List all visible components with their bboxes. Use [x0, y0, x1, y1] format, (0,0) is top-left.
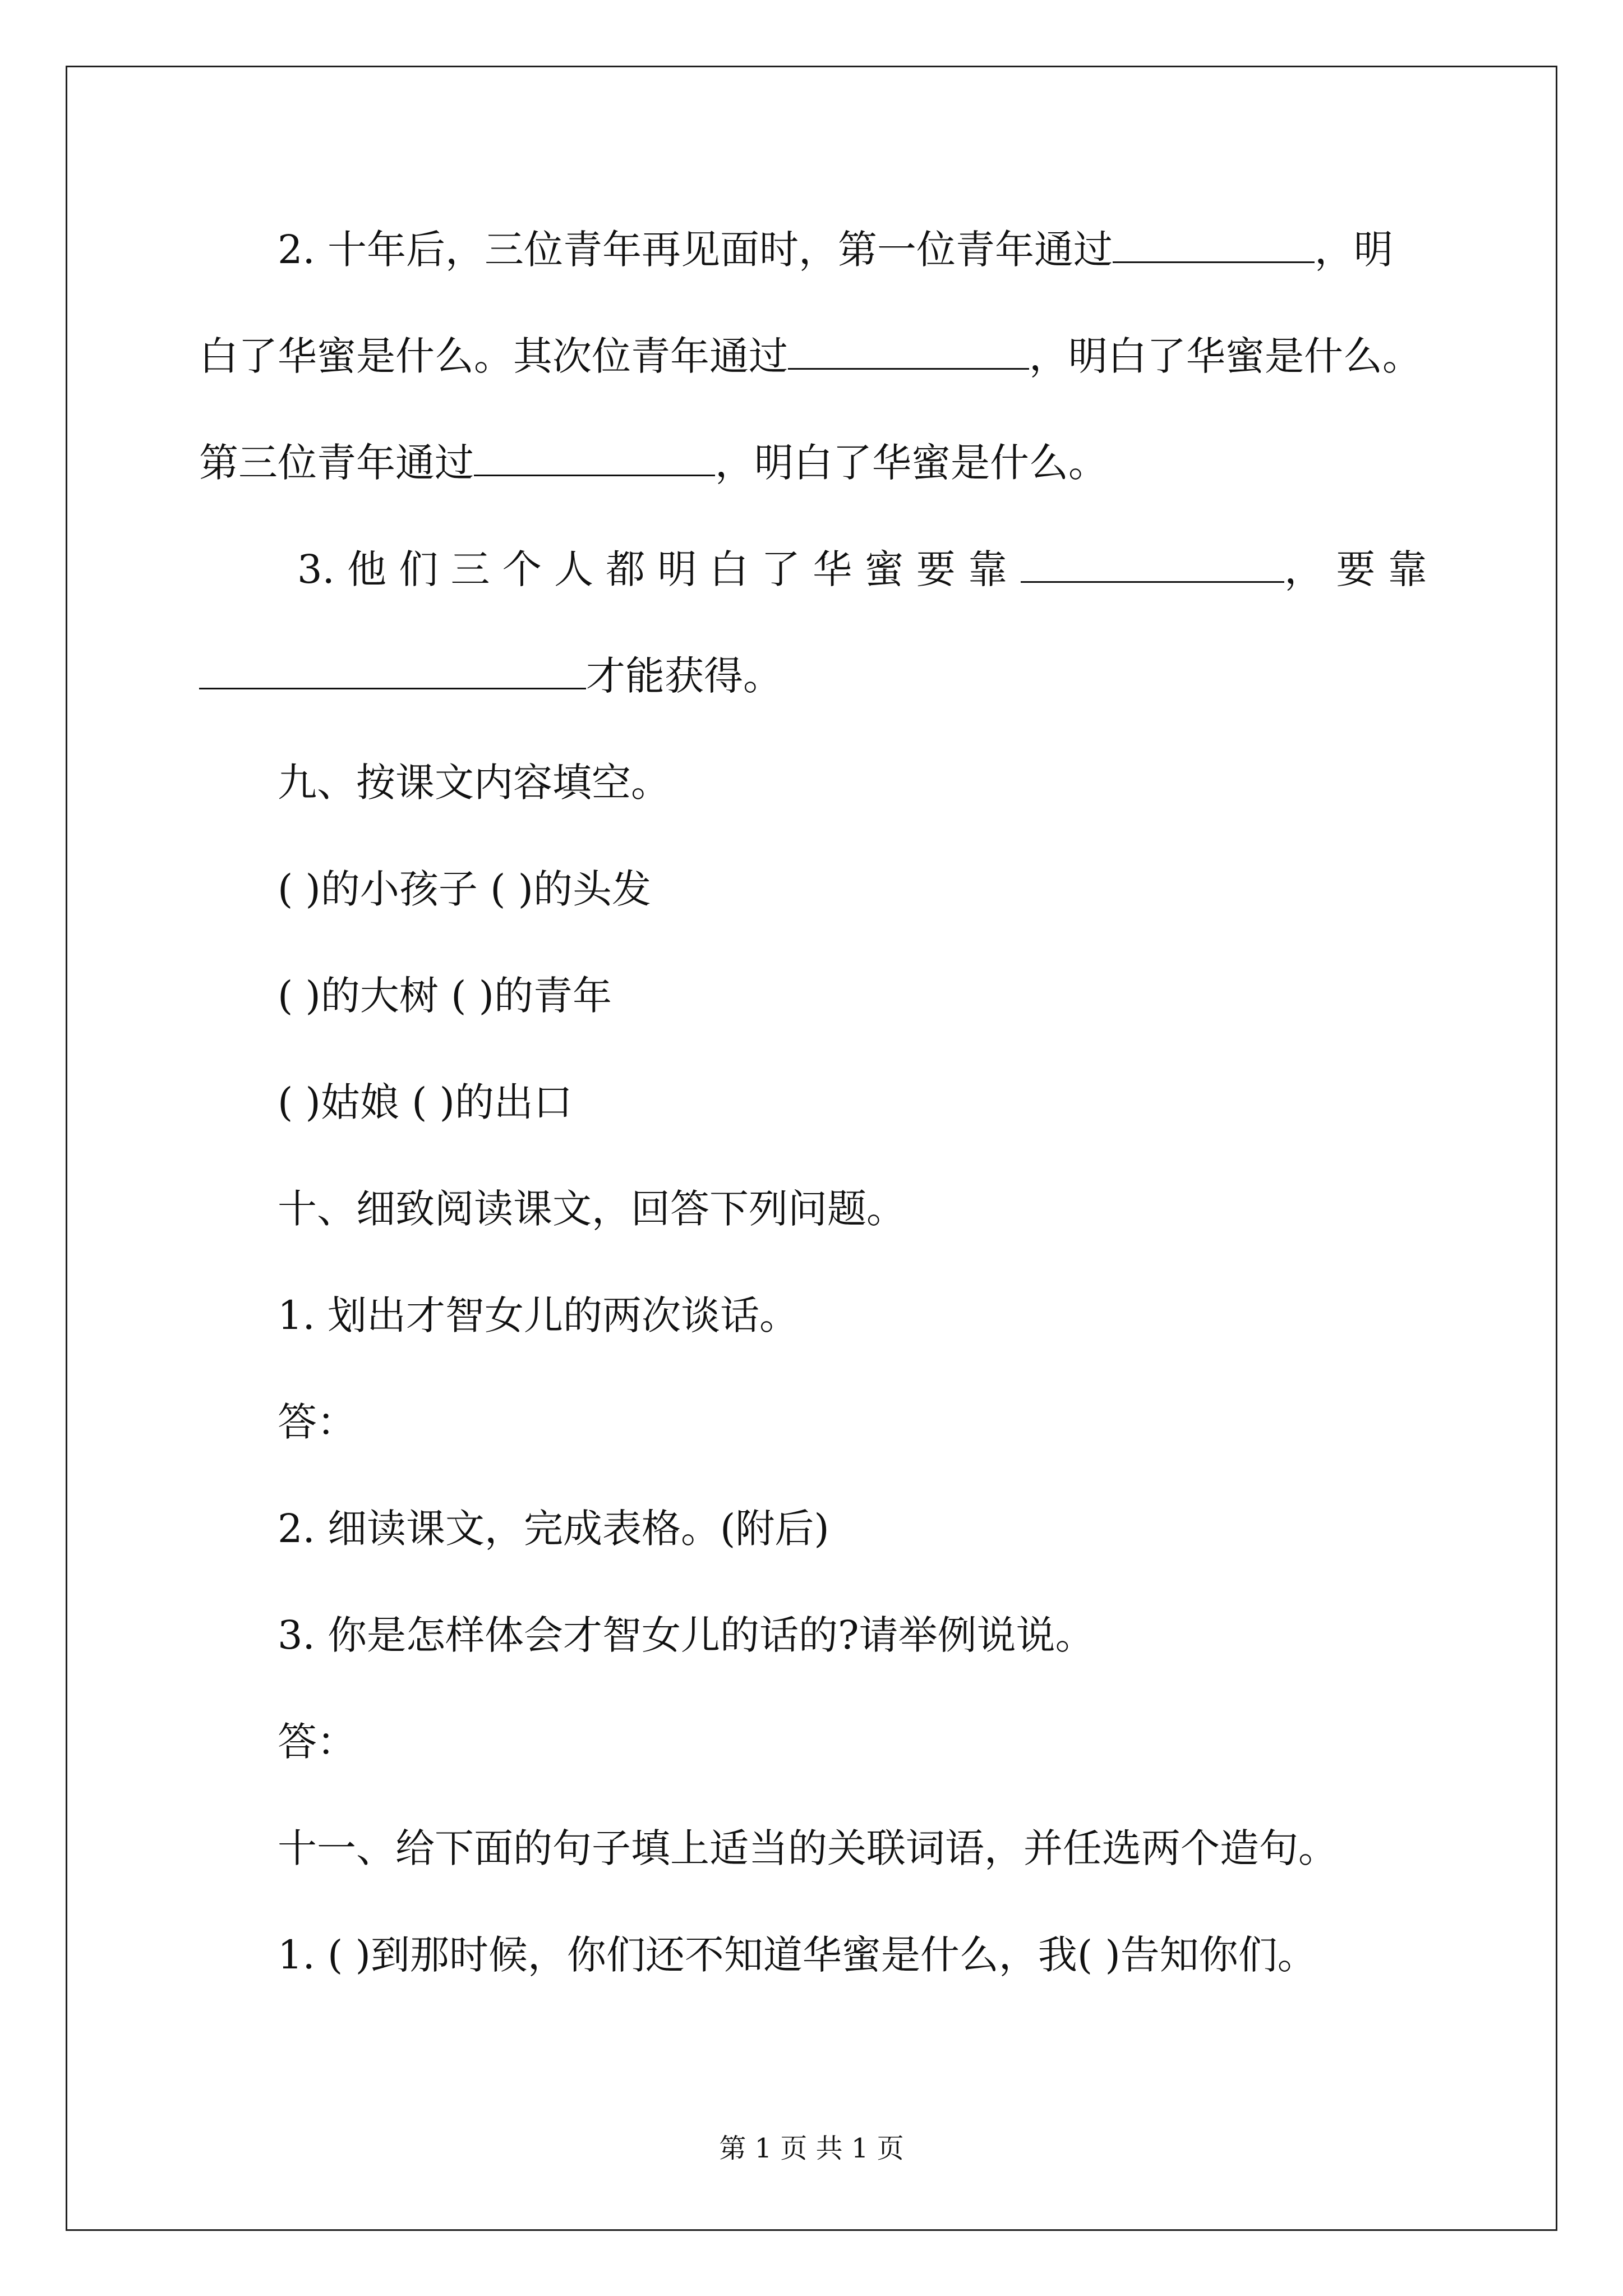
sec10-title: 十、细致阅读课文，回答下列问题。: [278, 1186, 906, 1232]
sec9-row-1: ( )的小孩子 ( )的头发: [278, 866, 651, 912]
sec9-row-3: ( )姑娘 ( )的出口: [278, 1079, 573, 1125]
q2-blank-2[interactable]: [788, 333, 1029, 370]
q3-line-2: [199, 648, 782, 704]
q3-blank-2[interactable]: [199, 653, 586, 689]
q3-text-1b: ， 要 靠: [1284, 546, 1427, 592]
sec10-q1: 1. 划出才智女儿的两次谈话。: [278, 1292, 799, 1338]
q2-line-2: [199, 328, 1422, 384]
page-border: [66, 66, 1557, 2231]
page-footer: 第 1 页 共 1 页: [719, 2133, 904, 2164]
q2-text-3b: ，明白了华蜜是什么。: [715, 440, 1108, 486]
q2-text-2a: 白了华蜜是什么。其次位青年通过: [199, 333, 788, 379]
q2-text-2b: ，明白了华蜜是什么。: [1029, 333, 1422, 379]
sec10-answer-1: 答：: [278, 1399, 356, 1445]
sec9-title: 九、按课文内容填空。: [278, 760, 670, 806]
q2-blank-1[interactable]: [1113, 227, 1315, 263]
q3-text-1a: 3. 他 们 三 个 人 都 明 白 了 华 蜜 要 靠: [297, 546, 1008, 592]
q3-blank-1[interactable]: [1021, 546, 1284, 583]
q3-line-1: [297, 541, 1427, 597]
q2-line-1: [278, 222, 1393, 278]
sec10-q2: 2. 细读课文，完成表格。(附后): [278, 1506, 829, 1552]
q2-blank-3[interactable]: [474, 440, 715, 476]
sec11-q1: 1. ( )到那时候，你们还不知道华蜜是什么，我( )告知你们。: [278, 1932, 1317, 1978]
q2-text-1b: ，明: [1315, 227, 1394, 273]
sec11-title: 十一、给下面的句子填上适当的关联词语，并任选两个造句。: [278, 1825, 1338, 1871]
sec9-row-2: ( )的大树 ( )的青年: [278, 973, 612, 1019]
sec10-q3: 3. 你是怎样体会才智女儿的话的?请举例说说。: [278, 1612, 1095, 1658]
q3-text-2b: 才能获得。: [586, 653, 782, 699]
q2-text-3a: 第三位青年通过: [199, 440, 474, 486]
sec10-answer-3: 答：: [278, 1719, 356, 1765]
q2-line-3: [199, 435, 1108, 491]
q2-text-1a: 2. 十年后，三位青年再见面时，第一位青年通过: [278, 227, 1113, 273]
